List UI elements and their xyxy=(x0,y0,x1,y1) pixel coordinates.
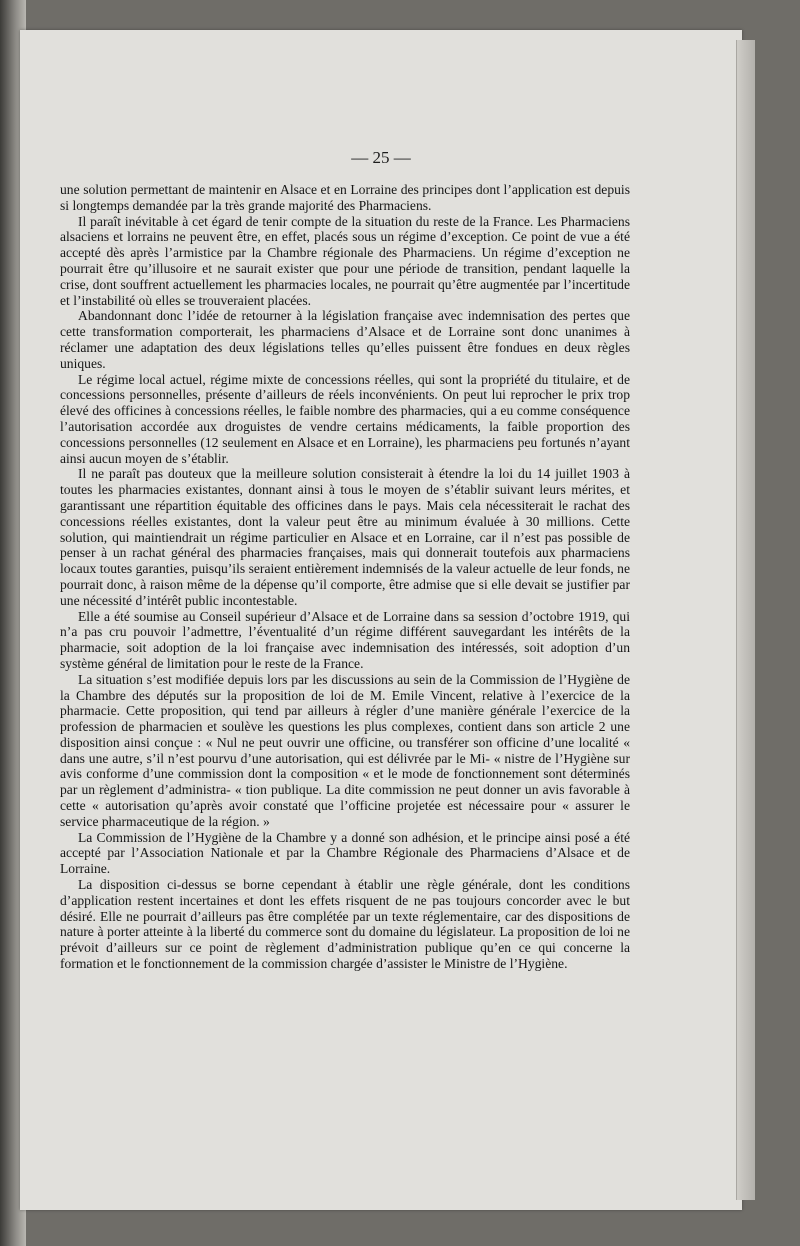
paragraph: Elle a été soumise au Conseil supérieur d’Alsace et de Lorraine dans sa session d’octobre 1919, qui n’a pas cru pouvoir l’admettre, l’éventualité d’un régime différent sauvegardant les intérêts de la pharmacie, soit adoption de la loi française avec indemnisation des intéressés, soit adoption d’un système général de limitation pour le reste de la France. xyxy=(60,608,630,671)
paragraph: La situation s’est modifiée depuis lors par les discussions au sein de la Commission de l’Hygiène de la Chambre des députés sur la proposition de loi de M. Emile Vincent, relative à l’exercice de la pharmacie. Cette proposition, qui tend par ailleurs à régler d’une manière générale l’exercice de la profession de pharmacien et soulève les questions les plus complexes, contient dans son article 2 une disposition ainsi conçue : « Nul ne peut ouvrir une officine, ou transférer son officine d’une localité « dans une autre, s’il n’est pourvu d’une autorisation, qui est délivrée par le Mi- « nistre de l’Hygiène sur avis conforme d’une commission dont la composition « et le mode de fonctionnement sont déterminés par un règlement d’administra- « tion publique. La dite commission ne peut donner un avis favorable à cette « autorisation qu’après avoir constaté que l’officine projetée est nécessaire pour « assurer le service pharmaceutique de la région. » xyxy=(60,671,630,829)
paragraph: La Commission de l’Hygiène de la Chambre y a donné son adhésion, et le principe ainsi posé a été accepté par l’Association Nationale et par la Chambre Régionale des Pharmaciens d’Alsace et de Lorraine. xyxy=(60,829,630,877)
paragraph: Il paraît inévitable à cet égard de tenir compte de la situation du reste de la France. Les Pharmaciens alsaciens et lorrains ne peuvent être, en effet, placés sous un régime d’exception. Ce point de vue a été accepté dès après l’armistice par la Chambre régionale des Pharmaciens. Un régime d’exception ne pourrait être qu’illusoire et ne saurait exister que pour une période de transition, pendant laquelle la crise, dont souffrent actuellement les pharmacies locales, ne pourrait qu’être augmentée par l’incertitude et l’instabilité où elles se trouveraient placées. xyxy=(60,213,630,308)
page-stack-edge xyxy=(736,40,755,1200)
paragraph: La disposition ci-dessus se borne cependant à établir une règle générale, dont les conditions d’application restent incertaines et dont les effets risquent de ne pas toujours concorder avec le but désiré. Elle ne pourrait d’ailleurs pas être complétée par un texte réglementaire, car des dispositions de nature à porter atteinte à la liberté du commerce sont du domaine du législateur. La proposition de loi ne prévoit d’ailleurs sur ce point de règlement d’administration publique qu’en ce qui concerne la formation et le fonctionnement de la commission chargée d’assister le Ministre de l’Hygiène. xyxy=(60,877,630,972)
paragraph: une solution permettant de maintenir en Alsace et en Lorraine des principes dont l’application est depuis si longtemps demandée par la très grande majorité des Pharmaciens. xyxy=(60,182,630,213)
book-page xyxy=(20,30,742,1210)
paragraph: Abandonnant donc l’idée de retourner à la législation française avec indemnisation des pertes que cette transformation comporterait, les pharmaciens d’Alsace et de Lorraine sont donc unanimes à réclamer une adaptation des deux législations telles qu’elles puissent être fondues en deux règles uniques. xyxy=(60,308,630,371)
paragraph: Il ne paraît pas douteux que la meilleure solution consisterait à étendre la loi du 14 juillet 1903 à toutes les pharmacies existantes, donnant ainsi à tous le moyen de s’établir suivant leurs mérites, et garantissant une répartition équitable des officines dans le pays. Mais cela nécessiterait le rachat des concessions réelles existantes, dont la valeur peut être au minimum évaluée à 30 millions. Cette solution, qui maintiendrait un régime particulier en Alsace et en Lorraine, car il n’est pas possible de penser à un rachat général des pharmacies françaises, mais qui donnerait toutefois aux pharmaciens locaux toutes garanties, puisqu’ils seraient entièrement indemnisés de la valeur actuelle de leur fonds, ne pourrait donc, à raison même de la dépense qu’il comporte, être admise que si elle devait se justifier par une nécessité d’intérêt public incontestable. xyxy=(60,466,630,608)
page-number: — 25 — xyxy=(351,148,411,167)
body-text xyxy=(60,182,630,972)
paragraph: Le régime local actuel, régime mixte de concessions réelles, qui sont la propriété du titulaire, et de concessions personnelles, présente d’ailleurs de réels inconvénients. On peut lui reprocher le prix trop élevé des officines à concessions réelles, le faible nombre des pharmacies, qui a eu comme conséquence l’autorisation accordée aux droguistes de vendre certains médicaments, la faible proportion des concessions personnelles (12 seulement en Alsace et en Lorraine), les pharmaciens peu fortunés n’ayant ainsi aucun moyen de s’établir. xyxy=(60,371,630,466)
